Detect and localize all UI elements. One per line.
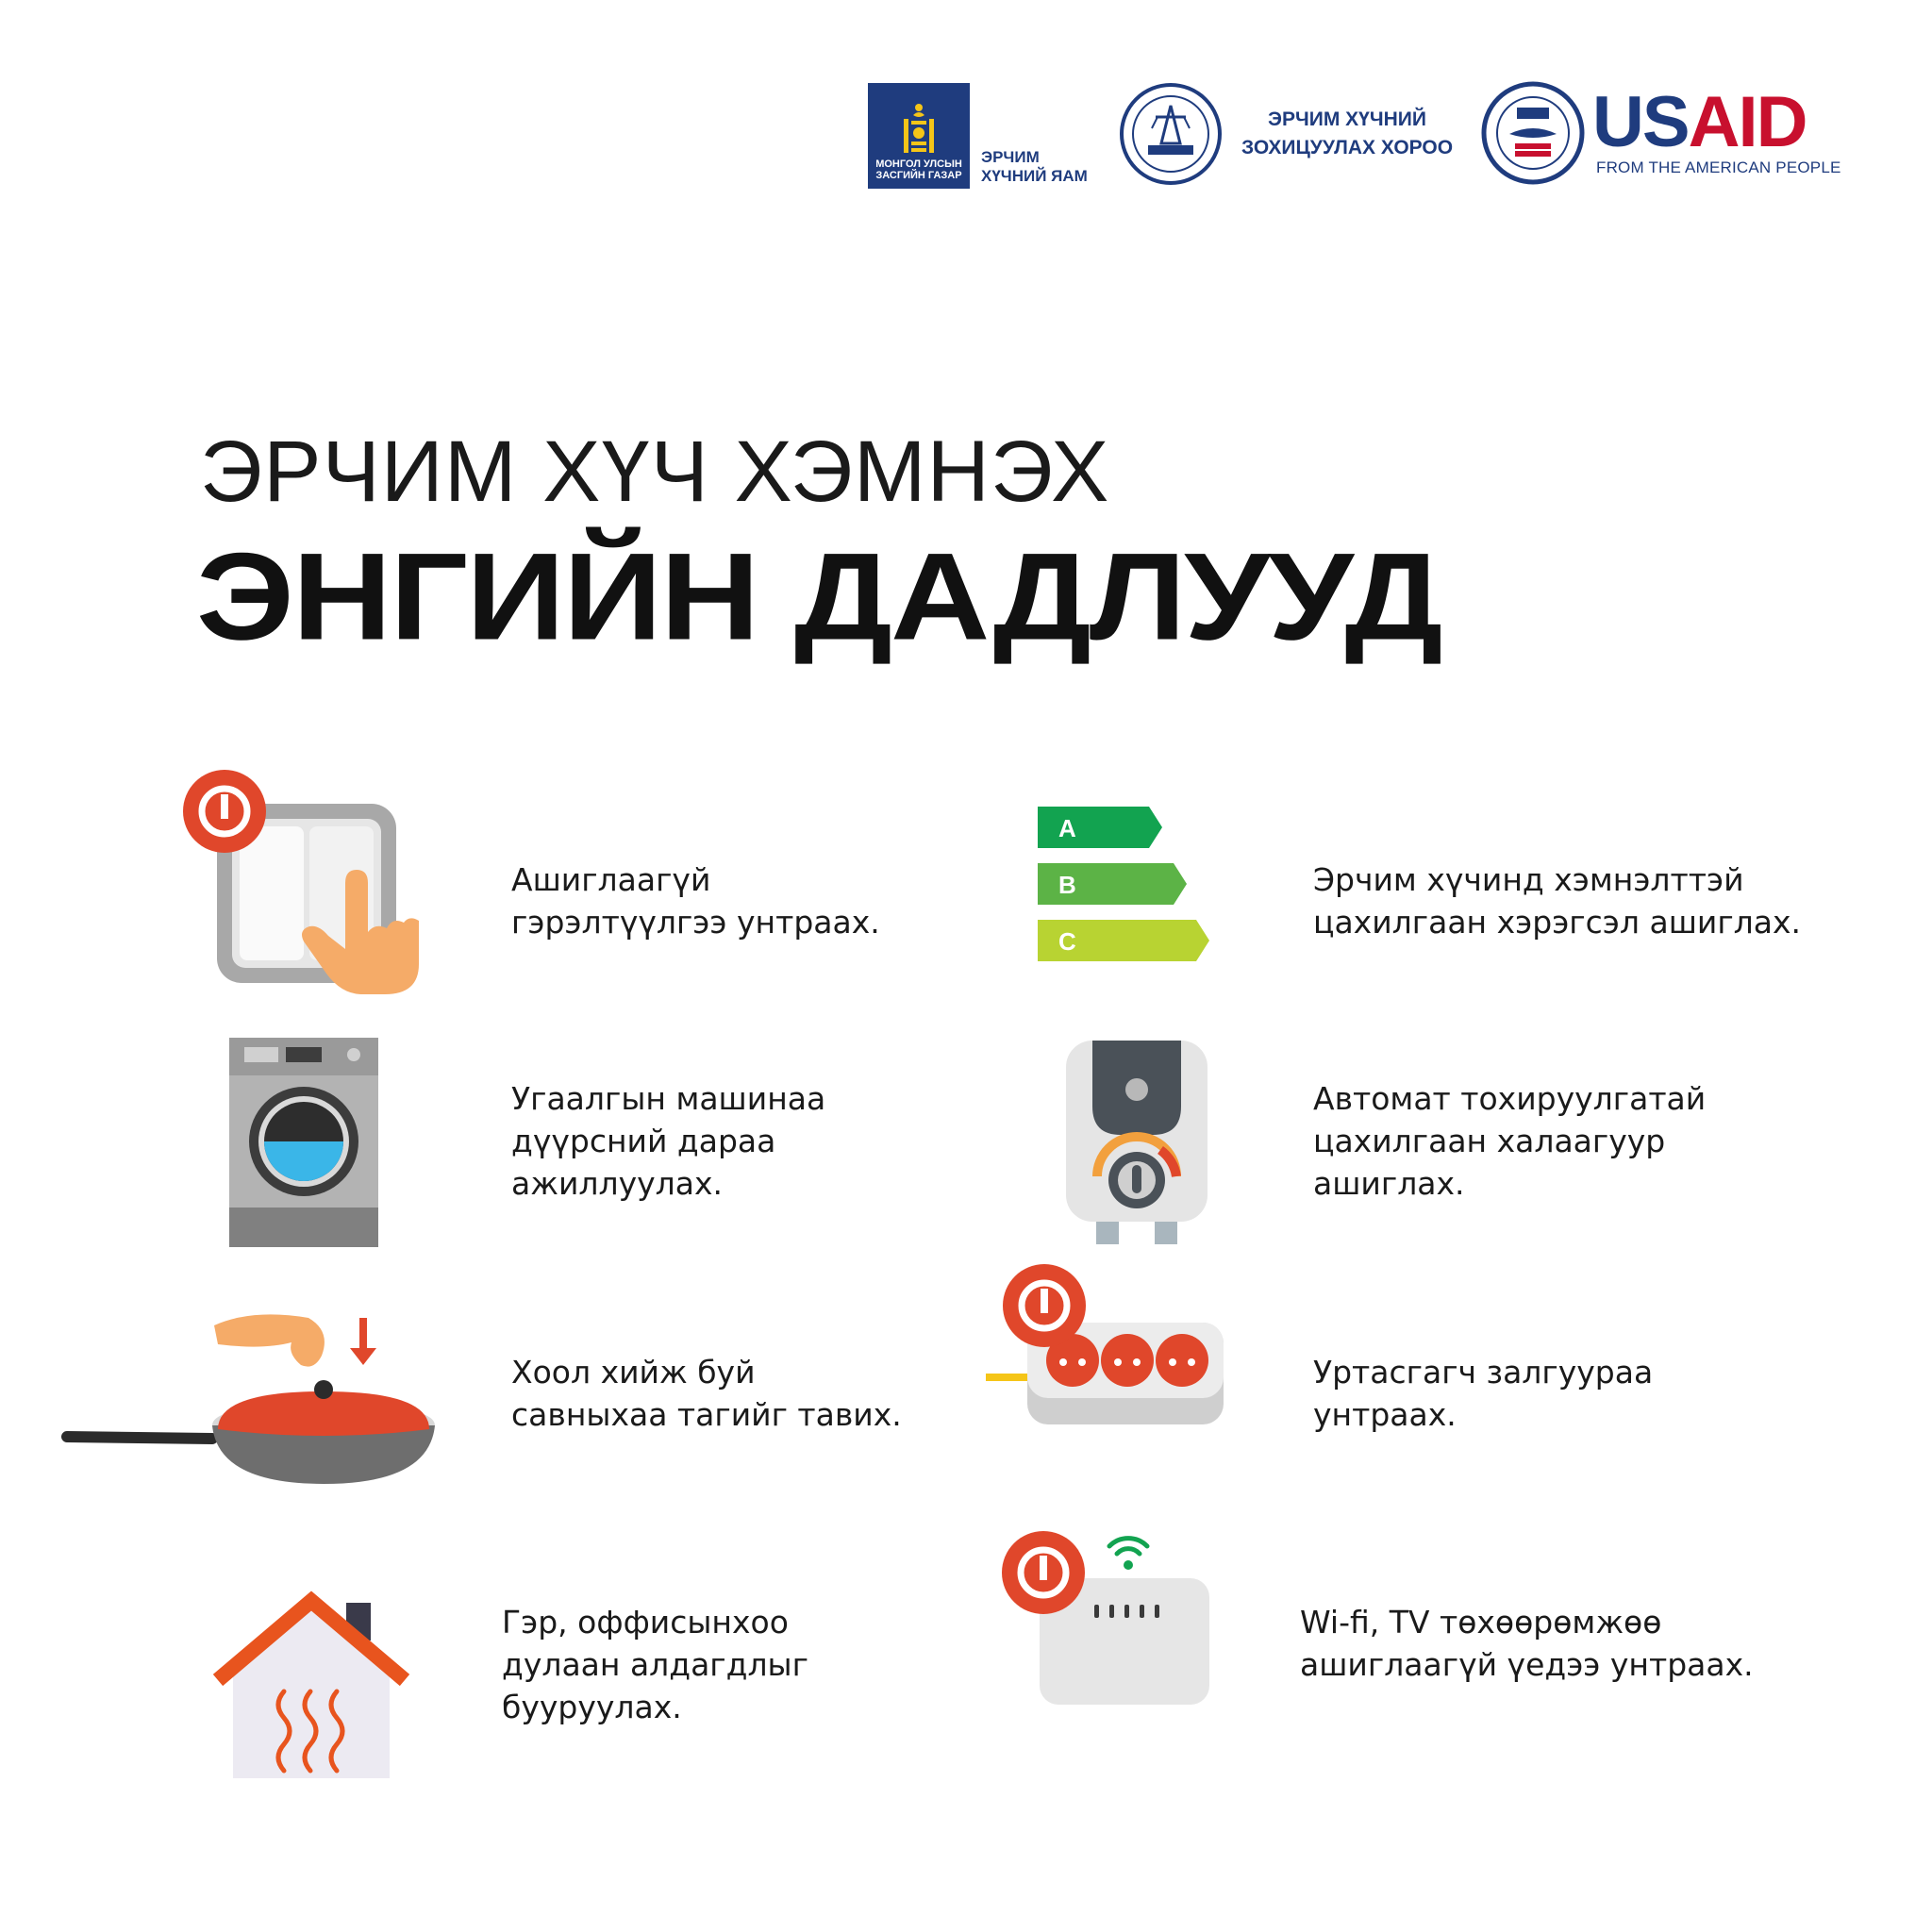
- tip-5-text: Хоол хийж буй савныхаа тагийг тавих.: [511, 1354, 902, 1433]
- light-switch-icon: [179, 766, 425, 1011]
- ministry-name: ЭРЧИМ ХҮЧНИЙ ЯАМ: [981, 148, 1088, 185]
- usaid-us: US: [1592, 82, 1689, 162]
- government-logo: [868, 83, 970, 189]
- tip-4-text: Автомат тохируулгатай цахилгаан халаагуур ашиглах.: [1313, 1080, 1707, 1202]
- tip-7-text: Гэр, оффисынхоо дулаан алдагдлыг бууруулах.: [502, 1604, 808, 1725]
- tip-6-text: Уртасгагч залгуураа унтраах.: [1313, 1354, 1654, 1433]
- rating-a-label: A: [1058, 814, 1076, 842]
- usaid-aid: AID: [1688, 82, 1807, 162]
- tip-2-text: Эрчим хүчинд хэмнэлттэй цахилгаан хэрэгсэл ашиглах.: [1313, 861, 1802, 941]
- usaid-wordmark: [1592, 82, 1807, 162]
- wifi-router-icon: [1000, 1524, 1226, 1722]
- usaid-tagline: FROM THE AMERICAN PEOPLE: [1596, 158, 1841, 176]
- water-heater-icon: [1066, 1033, 1208, 1250]
- energy-rating-icon: [1038, 807, 1226, 967]
- washing-machine-icon: [229, 1038, 378, 1247]
- tip-1-text: Ашиглаагүй гэрэлтүүлгээ унтраах.: [511, 861, 880, 941]
- power-strip-icon: [986, 1264, 1231, 1443]
- warm-house-icon: [212, 1590, 410, 1778]
- rating-b-label: B: [1058, 871, 1076, 899]
- rating-c-label: C: [1058, 927, 1076, 956]
- erc-name: ЭРЧИМ ХҮЧНИЙ ЗОХИЦУУЛАХ ХОРОО: [1241, 108, 1454, 158]
- government-logo-text: МОНГОЛ УЛСЫН ЗАСГИЙН ГАЗАР: [875, 158, 962, 181]
- tip-8-text: Wi-fi, TV төхөөрөмжөө ашиглаагүй үедээ унтраах.: [1300, 1604, 1754, 1683]
- usaid-seal-icon: [1481, 81, 1585, 185]
- erc-seal-icon: [1120, 83, 1222, 185]
- page-title-main: ЭНГИЙН ДАДЛУУД: [196, 526, 1441, 666]
- page-title-top: ЭРЧИМ ХҮЧ ХЭМНЭХ: [200, 424, 1110, 520]
- frying-pan-lid-icon: [61, 1307, 448, 1486]
- soyombo-icon: [900, 102, 938, 155]
- tip-3-text: Угаалгын машинаа дүүрсний дараа ажиллуулах.: [511, 1080, 826, 1202]
